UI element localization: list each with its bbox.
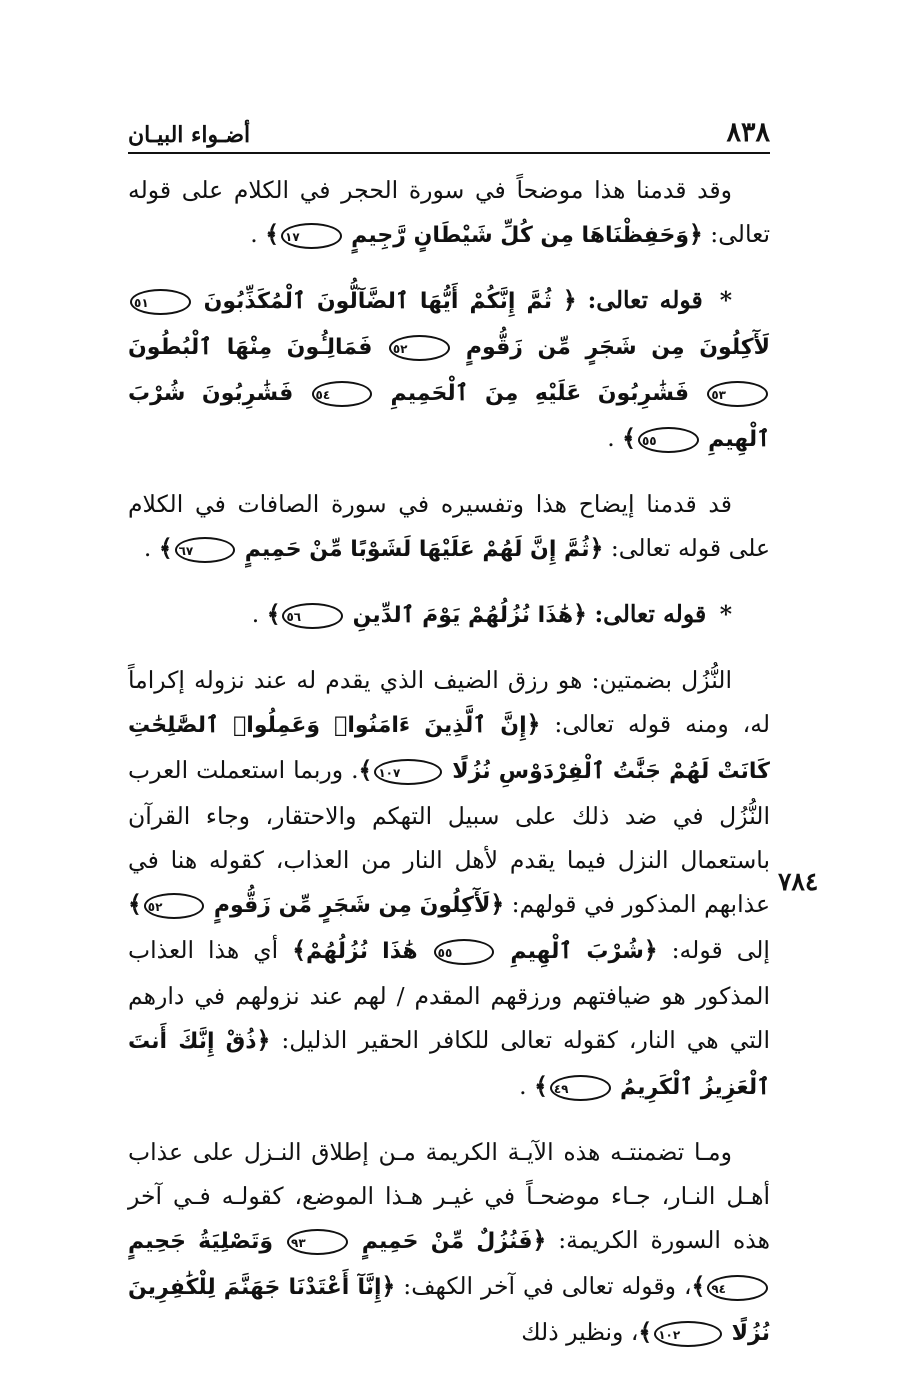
quran-close-bracket: ﴾ [158,534,173,562]
quran-open-bracket: ﴿ [256,1026,271,1054]
ayah-number: ٥١ [130,289,191,315]
ayah-number: ٥٦ [282,603,343,629]
margin-page-reference: ٧٨٤ [778,867,819,896]
ayah-number: ٥٢ [144,893,205,919]
quran-verse: إِنَّآ أَعْتَدْنَا جَهَنَّمَ لِلْكَٰفِرِينَ نُزُلًا [128,1275,770,1346]
quran-open-bracket: ﴿ [490,890,505,918]
quran-verse: لَأٓكِلُونَ مِن شَجَرٍ مِّن زَقُّومٍ [465,335,770,360]
ayah-number: ٥٥ [434,939,495,965]
page-number: ٨٣٨ [726,117,770,148]
ayah-number: ٥٢ [389,335,450,361]
quran-open-bracket: ﴿ [589,534,604,562]
paragraph-text: . وربما استعملت العرب النُّزُل في ضد ذلك على سبيل التهكم والاحتقار، وجاء القرآن باستعمال النزل فيما يقدم لأهل النار من العذاب، كقوله هنا في عذابهم المذكور في قولهم: [128,756,770,918]
section-lead: قوله تعالى: [587,286,703,314]
ayah-number: ٤٩ [550,1075,611,1101]
quran-close-bracket: ﴾ [292,936,306,964]
quran-verse: وَحَفِظْنَاهَا مِن كُلِّ شَيْطَانٍ رَّجِيمٍ [351,223,690,248]
running-title: أضـواء البيـان [128,122,251,148]
quran-verse: هَٰذَا نُزُلُهُمْ [305,939,418,964]
ayah-number: ٥٤ [312,381,373,407]
ayah-number: ٥٥ [638,427,699,453]
quran-close-bracket: ﴾ [265,220,280,248]
quran-close-bracket: ﴾ [638,1318,653,1346]
punctuation: . [143,534,152,562]
paragraph-text: أي هذا العذاب المذكور هو ضيافتهم ورزقهم المقدم / لهم عند نزولهم في دارهم التي هي النار، كقوله تعالى للكافر الحقير الذليل: [128,936,771,1054]
paragraph-text: ، ونظير ذلك [521,1318,639,1346]
paragraph-text: ومـا تضمنتـه هذه الآيـة الكريمة مـن إطلاق النـزل على عذاب أهـل النـار، جـاء موضحـاً في غيـر هـذا الموضع، كقولـه فـي آخر هذه السورة الكريمة: [128,1138,770,1254]
paragraph-text: وقد قدمنا هذا موضحاً في سورة الحجر في الكلام على قوله تعالى: [128,176,770,248]
ayah-number: ٩٤ [707,1275,768,1301]
quran-open-bracket: ﴿ [381,1272,396,1300]
quran-open-bracket: ﴿ [532,1226,547,1254]
paragraph-text: ، وقوله تعالى في آخر الكهف: [403,1272,692,1300]
page-header [128,108,770,154]
quran-verse: ذُقْ إِنَّكَ أَنتَ ٱلْعَزِيزُ ٱلْكَرِيمُ [128,1029,770,1100]
quran-verse: ثُمَّ إِنَّكُمْ أَيُّهَا ٱلضَّآلُّونَ ٱلْمُكَذِّبُونَ [203,289,552,314]
star-marker: * [719,286,732,314]
quran-close-bracket: ﴾ [128,890,142,918]
paragraph-2 [128,278,770,462]
quran-close-bracket: ﴾ [622,424,636,452]
quran-verse: إِنَّ ٱلَّذِينَ ءَامَنُوا۟ وَعَمِلُوا۟ ٱلصَّٰلِحَٰتِ كَانَتْ لَهُمْ جَنَّٰتُ ٱلْفِرْدَوْسِ نُزُلًا [128,713,770,784]
ayah-number: ٩٣ [287,1229,348,1255]
quran-close-bracket: ﴾ [534,1072,548,1100]
paragraph-text: النُّزُل بضمتين: هو رزق الضيف الذي يقدم له عند نزوله إكراماً له، ومنه قوله تعالى: [128,666,770,738]
ayah-number: ٦٧ [175,537,236,563]
quran-close-bracket: ﴾ [266,600,281,628]
page-body [128,168,770,1376]
quran-close-bracket: ﴾ [358,756,373,784]
quran-open-bracket: ﴿ [562,286,577,314]
paragraph-text: قد قدمنا إيضاح هذا وتفسيره في سورة الصافات في الكلام على قوله تعالى: [128,490,770,562]
paragraph-1 [128,168,770,258]
ayah-number: ٥٣ [707,381,768,407]
ayah-number: ١٠٧ [374,759,442,785]
quran-open-bracket: ﴿ [643,936,658,964]
punctuation: . [607,424,615,452]
quran-open-bracket: ﴿ [689,220,703,248]
quran-verse: فَشَٰرِبُونَ شُرْبَ ٱلْهِيمِ [128,381,770,452]
ayah-number: ١٠٢ [654,1321,722,1347]
quran-open-bracket: ﴿ [526,710,541,738]
ayah-number: ١٧ [281,223,342,249]
paragraph-6 [128,1130,770,1356]
star-marker: * [719,600,732,628]
quran-verse: هَٰذَا نُزُلُهُمْ يَوْمَ ٱلدِّينِ [352,603,574,628]
quran-close-bracket: ﴾ [691,1272,706,1300]
punctuation: . [251,600,260,628]
quran-open-bracket: ﴿ [573,600,587,628]
paragraph-5 [128,658,770,1110]
quran-verse: وَتَصْلِيَةُ جَحِيمٍ [128,1229,274,1254]
quran-verse: ثُمَّ إِنَّ لَهُمْ عَلَيْهَا لَشَوْبًا مِّنْ حَمِيمٍ [244,537,590,562]
paragraph-4 [128,592,770,638]
paragraph-text: إلى قوله: [671,936,770,964]
punctuation: . [519,1072,527,1100]
paragraph-3 [128,482,770,572]
quran-verse: لَأٓكِلُونَ مِن شَجَرٍ مِّن زَقُّومٍ [213,893,491,918]
section-lead: قوله تعالى: [594,600,707,628]
quran-verse: فَشَٰرِبُونَ عَلَيْهِ مِنَ ٱلْحَمِيمِ [390,381,690,406]
punctuation: . [250,220,258,248]
quran-verse: فَنُزُلٌ مِّنْ حَمِيمٍ [361,1229,533,1254]
quran-verse: شُرْبَ ٱلْهِيمِ [510,939,644,964]
quran-verse: فَمَالِـُٔونَ مِنْهَا ٱلْبُطُونَ [128,335,373,360]
